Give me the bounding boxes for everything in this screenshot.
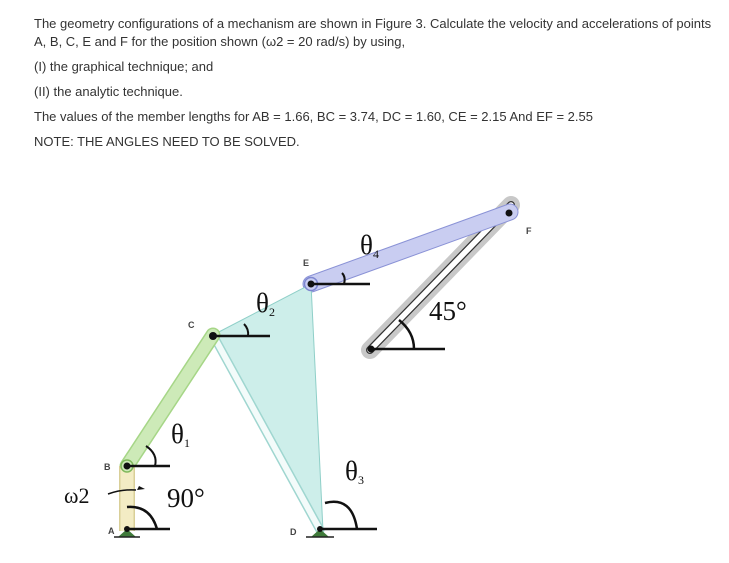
problem-item-analytic: (II) the analytic technique. [34,84,183,99]
problem-lengths: The values of the member lengths for AB = 1.66, BC = 3.74, DC = 1.60, CE = 2.15 And EF = 2.55 [34,109,593,124]
joint-f [506,210,513,217]
label-theta3: θ3 [345,456,364,487]
label-omega2: ω2 [64,483,90,508]
label-angle-90: 90° [167,483,205,513]
problem-intro: The geometry configurations of a mechanism are shown in Figure 3. Calculate the velocity and accelerations of points A, B, C, E and F for the position shown (ω2 = 20 rad/s) by using, [34,16,712,49]
label-point-c: C [188,320,195,330]
mechanism-figure [0,180,729,563]
label-theta1: θ1 [171,419,190,450]
label-point-d: D [290,527,297,537]
link-bc [127,335,213,466]
angle-arc-theta1 [146,446,156,466]
link-cde-triangle [213,284,323,531]
label-angle-45: 45° [429,296,467,326]
label-point-f: F [526,226,532,236]
omega-arrowhead [137,486,145,490]
problem-item-graphical: (I) the graphical technique; and [34,59,214,74]
label-theta4: θ4 [360,230,379,261]
label-point-a: A [108,526,115,536]
label-theta2: θ2 [256,288,275,319]
problem-statement [34,15,714,158]
label-point-e: E [303,258,310,268]
label-point-b: B [104,462,111,472]
problem-note: NOTE: THE ANGLES NEED TO BE SOLVED. [34,134,300,149]
angle-arc-theta3 [325,502,357,529]
